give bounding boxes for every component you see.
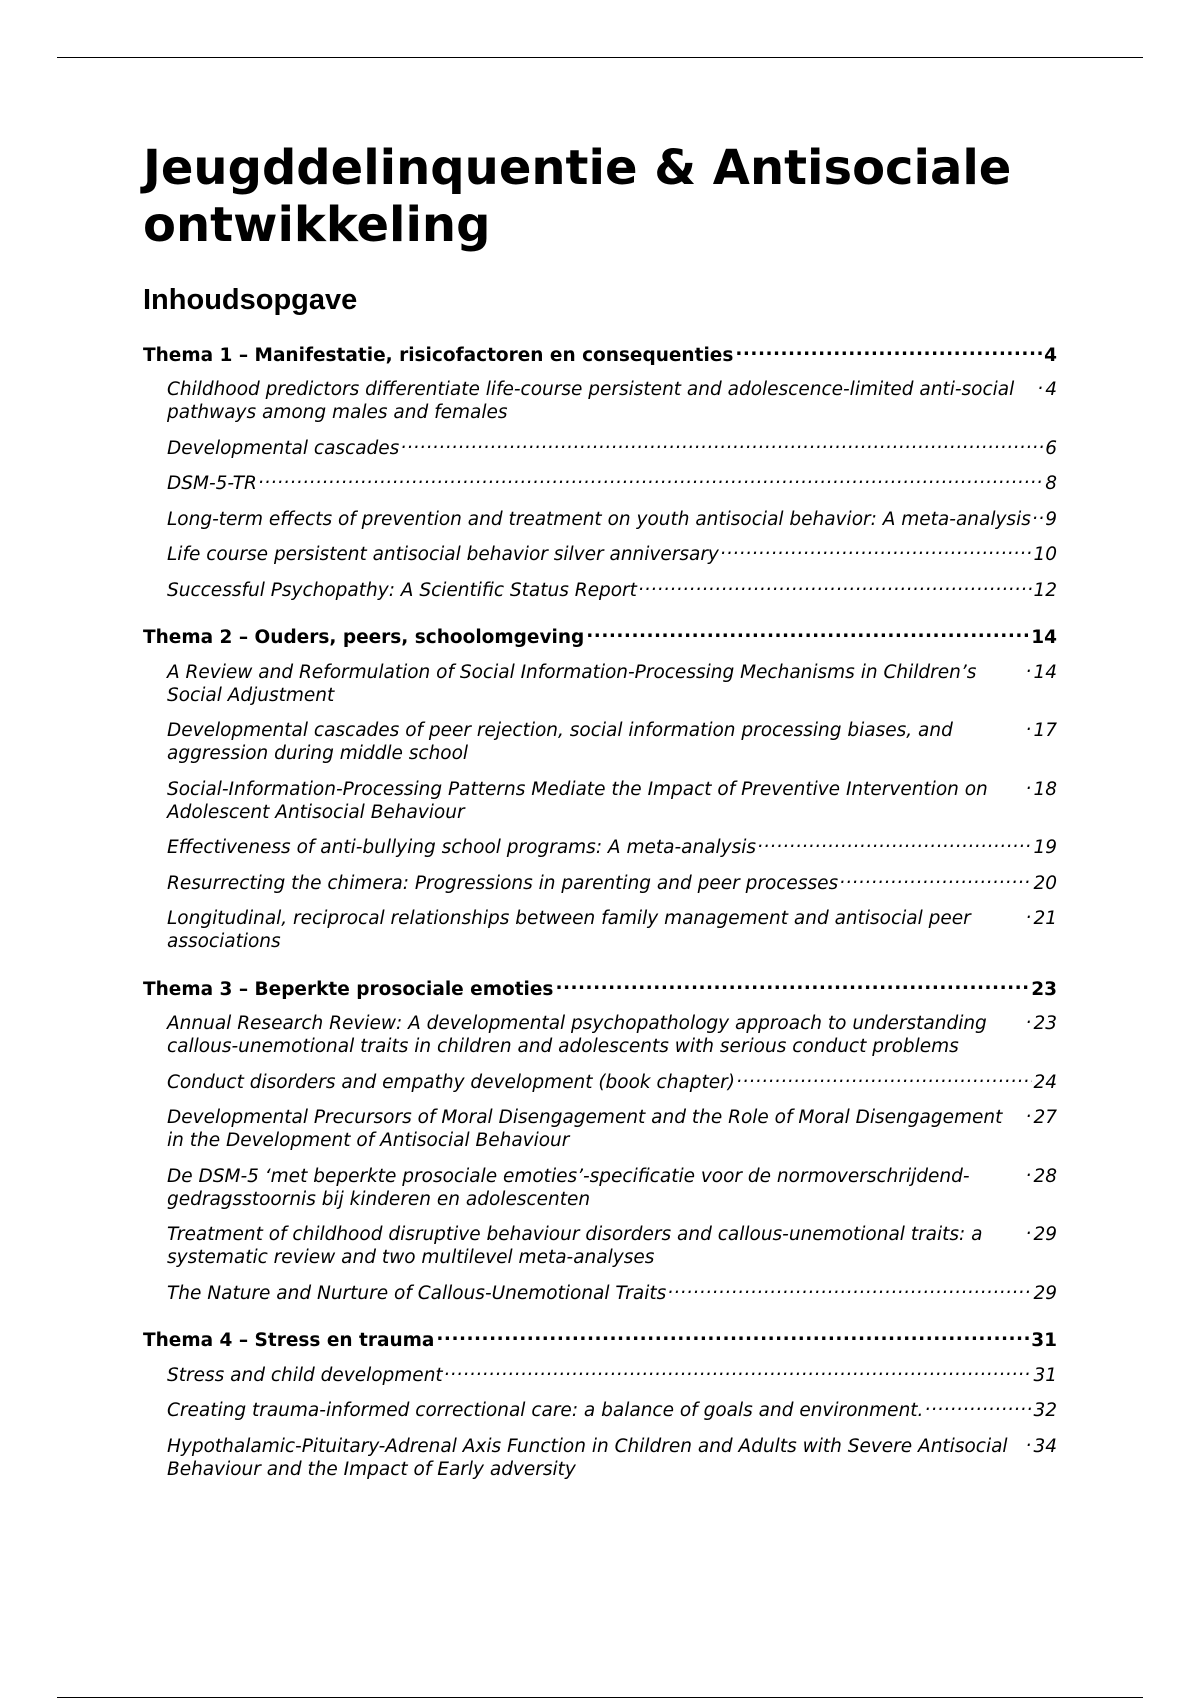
- toc-leader-dots: [584, 625, 1030, 644]
- toc-leader-dots: [923, 1398, 1032, 1417]
- toc-entry-page: 18: [1033, 778, 1057, 800]
- toc-theme-link[interactable]: [143, 976, 1057, 1001]
- toc-theme-link[interactable]: [143, 1328, 1057, 1353]
- toc-entry-page: 10: [1033, 544, 1057, 565]
- footer-rule: [57, 1697, 1143, 1698]
- toc-entry-link[interactable]: [143, 1069, 1057, 1094]
- toc-entry-link[interactable]: [143, 435, 1057, 460]
- toc-entry-link[interactable]: [143, 1011, 1057, 1059]
- toc-entry-link[interactable]: [143, 577, 1057, 602]
- toc-entry-link[interactable]: [143, 659, 1057, 707]
- toc-section: [143, 625, 1057, 954]
- toc-entry-page: 4: [1045, 379, 1057, 400]
- toc-entry-link[interactable]: [143, 1280, 1057, 1305]
- toc-entry-title: Childhood predictors differentiate life-course persistent and adolescence-limited anti-social pathways among males and females: [167, 379, 1015, 423]
- toc-entry-link[interactable]: [143, 377, 1057, 425]
- toc-leader-dots: [1024, 1433, 1032, 1452]
- toc-leader-dots: [553, 976, 1030, 995]
- toc-entry-title: Treatment of childhood disruptive behaviour disorders and callous-unemotional traits: a systematic review and two multilevel meta-analyses: [167, 1224, 983, 1268]
- toc-entry-link[interactable]: [143, 906, 1057, 954]
- toc-entry-link[interactable]: [143, 1105, 1057, 1153]
- toc-theme-page: 14: [1031, 627, 1057, 648]
- toc-theme-link[interactable]: [143, 342, 1057, 367]
- toc-leader-dots: [1036, 377, 1044, 396]
- toc-entry-page: 23: [1033, 1013, 1057, 1034]
- document-title: Jeugddelinquentie & Antisociale ontwikkeling: [143, 140, 1012, 253]
- toc-section: [143, 976, 1057, 1305]
- table-of-contents: [143, 342, 1057, 1481]
- toc-entry-page: 8: [1045, 473, 1057, 494]
- toc-entry-page: 17: [1033, 720, 1057, 741]
- toc-leader-dots: [733, 342, 1043, 361]
- toc-entry-title: Successful Psychopathy: A Scientific Status Report: [167, 579, 637, 601]
- toc-leader-dots: [735, 1069, 1032, 1088]
- toc-leader-dots: [756, 835, 1032, 854]
- toc-entry-title: Annual Research Review: A developmental psychopathology approach to understanding callous-unemotional traits in children and adolescents with serious conduct problems: [167, 1013, 987, 1057]
- toc-entry-page: 6: [1045, 437, 1057, 459]
- toc-entry-link[interactable]: [143, 506, 1057, 531]
- toc-leader-dots: [838, 870, 1032, 889]
- toc-entry-page: 28: [1033, 1165, 1057, 1187]
- toc-theme-page: 31: [1031, 1330, 1057, 1351]
- toc-entry-link[interactable]: [143, 542, 1057, 567]
- toc-entry-title: Stress and child development: [167, 1364, 443, 1386]
- toc-entry-title: Social-Information-Processing Patterns Mediate the Impact of Preventive Intervention on Adolescent Antisocial Behaviour: [167, 778, 988, 823]
- toc-leader-dots: [399, 435, 1044, 454]
- toc-theme-link[interactable]: [143, 625, 1057, 650]
- header-rule: [57, 57, 1143, 58]
- toc-leader-dots: [1031, 506, 1044, 525]
- toc-entry-page: 19: [1033, 837, 1057, 858]
- toc-leader-dots: [443, 1362, 1033, 1381]
- toc-entry-title: Developmental Precursors of Moral Disengagement and the Role of Moral Disengagement in the Development of Antisocial Behaviour: [167, 1107, 1003, 1151]
- toc-theme-page: 23: [1031, 978, 1057, 1000]
- toc-entry-link[interactable]: [143, 1362, 1057, 1387]
- toc-entry-page: 27: [1033, 1107, 1057, 1128]
- toc-theme-title: Thema 3 – Beperkte prosociale emoties: [143, 978, 554, 1000]
- toc-leader-dots: [1024, 718, 1032, 737]
- toc-theme-title: Thema 2 – Ouders, peers, schoolomgeving: [143, 627, 585, 648]
- toc-entry-title: Longitudinal, reciprocal relationships between family management and antisocial peer associations: [167, 908, 971, 952]
- toc-entry-title: Conduct disorders and empathy development (book chapter): [167, 1071, 735, 1093]
- toc-theme-page: 4: [1044, 344, 1057, 366]
- toc-entry-title: A Review and Reformulation of Social Information-Processing Mechanisms in Children’s Social Adjustment: [167, 661, 977, 706]
- toc-leader-dots: [257, 471, 1044, 490]
- toc-entry-title: Resurrecting the chimera: Progressions in parenting and peer processes: [167, 872, 839, 894]
- toc-entry-title: Developmental cascades: [167, 437, 400, 459]
- document-body: [143, 140, 1057, 1504]
- toc-leader-dots: [1024, 1105, 1032, 1124]
- toc-leader-dots: [434, 1328, 1030, 1347]
- toc-leader-dots: [1024, 1163, 1032, 1182]
- toc-entry-link[interactable]: [143, 1398, 1057, 1423]
- toc-leader-dots: [666, 1280, 1032, 1299]
- toc-entry-title: The Nature and Nurture of Callous-Unemotional Traits: [167, 1282, 667, 1304]
- toc-entry-title: Effectiveness of anti-bullying school programs: A meta-analysis: [167, 837, 757, 858]
- toc-heading: Inhoudsopgave: [143, 284, 358, 316]
- toc-entry-title: Long-term effects of prevention and treatment on youth antisocial behavior: A meta-analysis: [167, 508, 1031, 530]
- toc-entry-title: Creating trauma-informed correctional care: a balance of goals and environment.: [167, 1400, 924, 1421]
- toc-theme-title: Thema 1 – Manifestatie, risicofactoren en consequenties: [143, 344, 734, 366]
- toc-entry-title: De DSM-5 ‘met beperkte prosociale emoties’-specificatie voor de normoverschrijdend-gedragsstoornis bij kinderen en adolescenten: [167, 1165, 970, 1210]
- toc-theme-title: Thema 4 – Stress en trauma: [143, 1330, 435, 1351]
- toc-leader-dots: [637, 577, 1033, 596]
- toc-entry-title: Hypothalamic-Pituitary-Adrenal Axis Function in Children and Adults with Severe Antisocial Behaviour and the Impact of Early adversity: [167, 1435, 1008, 1480]
- toc-entry-title: Developmental cascades of peer rejection, social information processing biases, and aggression during middle school: [167, 720, 953, 764]
- toc-entry-page: 21: [1033, 908, 1057, 929]
- toc-leader-dots: [1024, 1222, 1032, 1241]
- toc-entry-page: 20: [1033, 872, 1057, 894]
- toc-entry-link[interactable]: [143, 471, 1057, 496]
- toc-entry-link[interactable]: [143, 776, 1057, 824]
- toc-entry-link[interactable]: [143, 1222, 1057, 1270]
- toc-entry-page: 29: [1033, 1224, 1057, 1245]
- toc-entry-page: 9: [1045, 508, 1057, 530]
- toc-entry-title: DSM-5-TR: [167, 473, 257, 494]
- toc-entry-page: 29: [1033, 1282, 1057, 1304]
- toc-entry-page: 14: [1033, 661, 1057, 683]
- toc-entry-link[interactable]: [143, 1433, 1057, 1481]
- toc-leader-dots: [1024, 776, 1032, 795]
- toc-leader-dots: [1024, 1011, 1032, 1030]
- toc-entry-page: 24: [1033, 1071, 1057, 1093]
- toc-section: [143, 342, 1057, 602]
- toc-entry-link[interactable]: [143, 835, 1057, 860]
- toc-entry-link[interactable]: [143, 1163, 1057, 1211]
- toc-entry-page: 12: [1033, 579, 1057, 601]
- toc-leader-dots: [1024, 659, 1032, 678]
- toc-entry-link[interactable]: [143, 870, 1057, 895]
- toc-entry-link[interactable]: [143, 718, 1057, 766]
- toc-entry-page: 34: [1033, 1435, 1057, 1457]
- toc-entry-title: Life course persistent antisocial behavior silver anniversary: [167, 544, 719, 565]
- toc-entry-page: 31: [1033, 1364, 1057, 1386]
- toc-section: [143, 1328, 1057, 1481]
- toc-leader-dots: [719, 542, 1033, 561]
- toc-entry-page: 32: [1033, 1400, 1057, 1421]
- toc-leader-dots: [1024, 906, 1032, 925]
